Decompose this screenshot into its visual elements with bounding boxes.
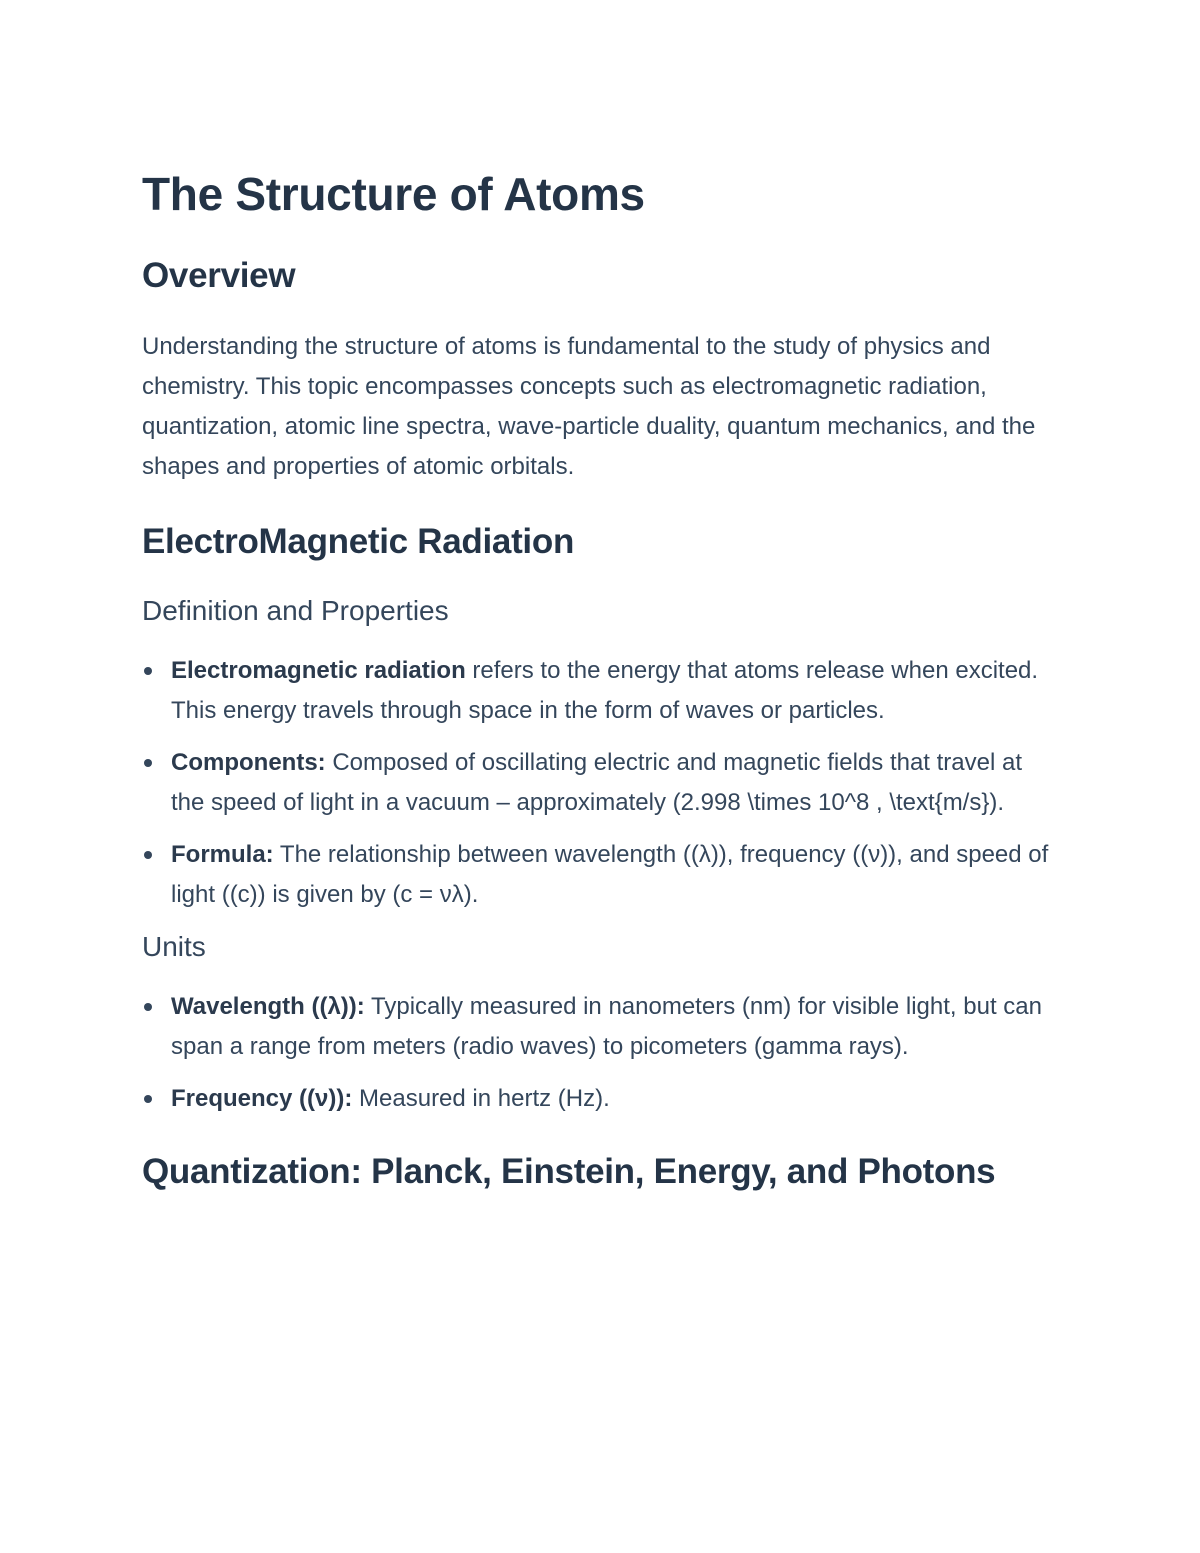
units-list (142, 987, 1062, 1119)
definition-heading: Definition and Properties (142, 595, 449, 626)
bullet-icon (144, 667, 152, 675)
list-item-term: Formula: (171, 841, 274, 868)
list-item-term: Wavelength ((λ)): (171, 993, 365, 1020)
emr-heading: ElectroMagnetic Radiation (142, 522, 575, 561)
list-item-term: Components: (171, 749, 326, 776)
bullet-icon (144, 1095, 152, 1103)
list-item-text: Composed of oscillating electric and magnetic fields that travel at the speed of light in a vacuum – approximately (2.998 \times 10^8 , \text{m/s}). (171, 749, 1023, 816)
overview-paragraph: Understanding the structure of atoms is fundamental to the study of physics and chemistry. This topic encompasses concepts such as electromagnetic radiation, quantization, atomic line spectra, wave-particle duality, quantum mechanics, and the shapes and properties of atomic orbitals. (142, 333, 1036, 480)
overview-heading: Overview (142, 256, 296, 295)
list-item-term: Electromagnetic radiation (171, 657, 466, 684)
bullet-icon (144, 851, 152, 859)
document-page (142, 165, 1062, 1201)
list-item-text: refers to the energy that atoms release when excited. This energy travels through space in the form of waves or particles. (171, 657, 1039, 724)
list-item-text: The relationship between wavelength ((λ)), frequency ((ν)), and speed of light ((c)) is given by (c = νλ). (171, 841, 1049, 908)
list-item (142, 743, 1062, 823)
units-heading: Units (142, 931, 206, 962)
bullet-icon (144, 759, 152, 767)
list-item (142, 1079, 1062, 1119)
list-item (142, 987, 1062, 1067)
definition-list (142, 651, 1062, 915)
bullet-icon (144, 1003, 152, 1011)
list-item-text: Measured in hertz (Hz). (352, 1085, 610, 1112)
list-item-text: Typically measured in nanometers (nm) for visible light, but can span a range from meters (radio waves) to picometers (gamma rays). (171, 993, 1042, 1060)
quantization-heading: Quantization: Planck, Einstein, Energy, and Photons (142, 1152, 996, 1191)
list-item (142, 835, 1062, 915)
list-item-term: Frequency ((ν)): (171, 1085, 353, 1112)
page-title: The Structure of Atoms (142, 168, 645, 220)
list-item (142, 651, 1062, 731)
